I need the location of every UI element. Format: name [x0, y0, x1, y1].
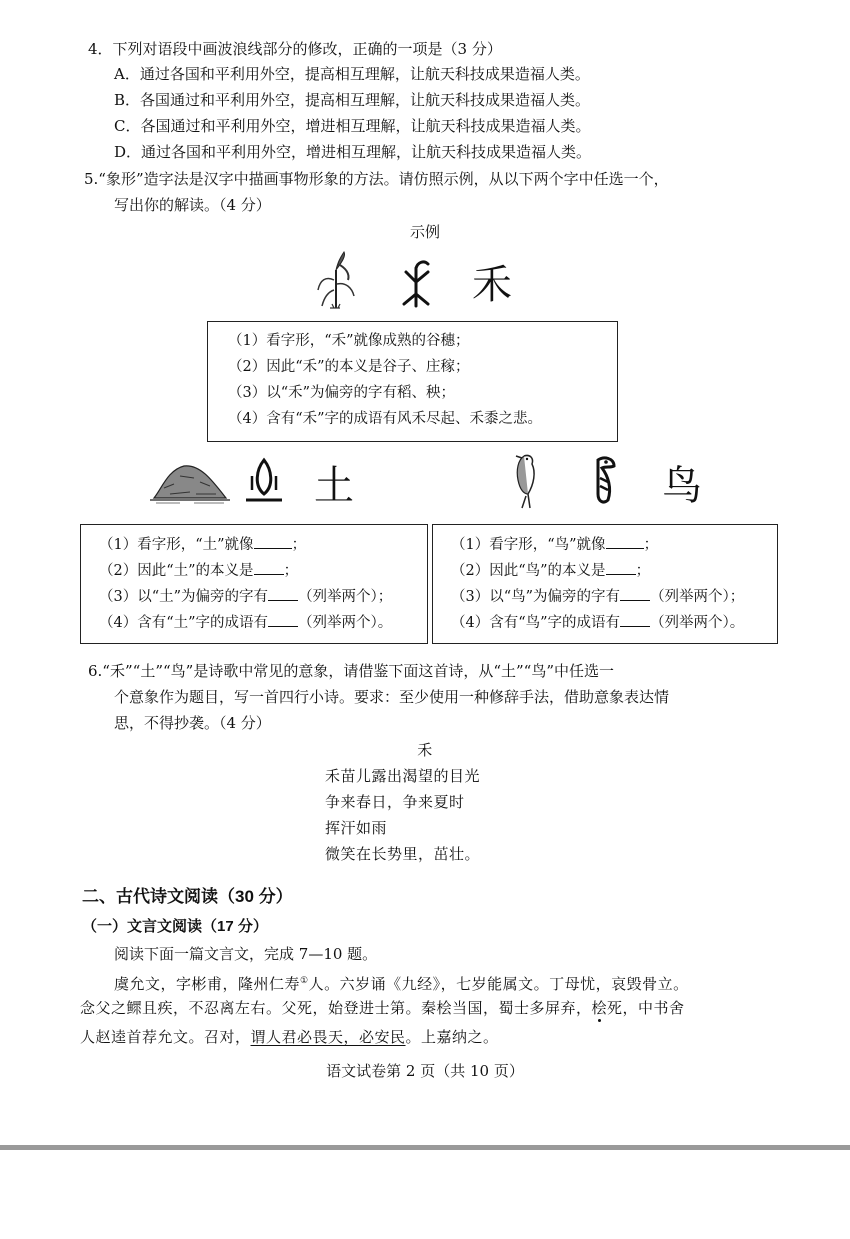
niao-item-3: （3）以“鸟”为偏旁的字有 （列举两个）； — [451, 586, 744, 607]
left-char: 土 — [314, 463, 354, 509]
niao-blank-3[interactable] — [620, 586, 650, 601]
q4-option-b: B．各国通过和平利用外空，提高相互理解，让航天科技成果造福人类。 — [114, 91, 591, 109]
tu-item-1: （1）看字形，“土”就像 ； — [99, 534, 306, 555]
poem-line-4: 微笑在长势里，茁壮。 — [325, 845, 481, 863]
example-char: 禾 — [472, 262, 512, 308]
q4-stem: 4．下列对语段中画波浪线部分的修改，正确的一项是（3 分） — [88, 40, 502, 58]
example-item-2: （2）因此“禾”的本义是谷子、庄稼； — [228, 359, 470, 375]
q5-stem-line1: 5.“象形”造字法是汉字中描画事物形象的方法。请仿照示例，从以下两个字中任选一个， — [84, 170, 669, 188]
niao-blank-2[interactable] — [606, 560, 636, 575]
poem-line-3: 挥汗如雨 — [325, 819, 388, 837]
example-box — [207, 321, 618, 442]
oracle-he-glyph-icon — [398, 258, 438, 308]
rice-plant-drawing-icon — [312, 250, 360, 310]
tu-blank-2[interactable] — [254, 560, 284, 575]
q6-line1: 6.“禾”“土”“鸟”是诗歌中常见的意象，请借鉴下面这首诗，从“土”“鸟”中任选一 — [88, 662, 614, 680]
niao-item-2: （2）因此“鸟”的本义是 ； — [451, 560, 650, 581]
q4-option-c: C．各国通过和平利用外空，增进相互理解，让航天科技成果造福人类。 — [114, 117, 591, 135]
niao-item-4: （4）含有“鸟”字的成语有 （列举两个）。 — [451, 612, 744, 633]
oracle-tu-glyph-icon — [244, 456, 284, 506]
q4-option-d: D．通过各国和平利用外空，增进相互理解，让航天科技成果造福人类。 — [114, 143, 592, 161]
q4-option-a: A．通过各国和平利用外空，提高相互理解，让航天科技成果造福人类。 — [114, 65, 590, 83]
reading-instruction: 阅读下面一篇文言文，完成 7—10 题。 — [114, 945, 378, 963]
footnote-marker: ① — [300, 976, 309, 986]
blank-area — [0, 1150, 850, 1239]
q5-stem-line2: 写出你的解读。（4 分） — [114, 196, 271, 214]
section-2-title: 二、古代诗文阅读（30 分） — [82, 887, 293, 906]
page-footer: 语文试卷第 2 页（共 10 页） — [326, 1062, 524, 1080]
tu-item-3: （3）以“土”为偏旁的字有 （列举两个）； — [99, 586, 392, 607]
example-item-3: （3）以“禾”为偏旁的字有稻、秧； — [228, 385, 456, 401]
passage-line-1: 虞允文，字彬甫，隆州仁寿①人。六岁诵《九经》，七岁能属文。丁母忧，哀毁骨立。 — [114, 975, 689, 993]
tu-item-4: （4）含有“土”字的成语有 （列举两个）。 — [99, 612, 392, 633]
section-2-sub-1: （一）文言文阅读（17 分） — [82, 918, 268, 935]
bird-drawing-icon — [502, 450, 542, 510]
example-item-4: （4）含有“禾”字的成语有风禾尽起、禾黍之悲。 — [228, 411, 543, 427]
niao-blank-1[interactable] — [606, 534, 644, 549]
underlined-sentence: 谓人君必畏天，必安民 — [250, 1028, 406, 1046]
niao-blank-4[interactable] — [620, 612, 650, 627]
poem-line-1: 禾苗儿露出渴望的目光 — [325, 767, 481, 785]
passage-line-3: 人赵逵首荐允文。召对，谓人君必畏天，必安民。上嘉纳之。 — [80, 1028, 499, 1046]
oracle-niao-glyph-icon — [588, 454, 622, 508]
example-item-1: （1）看字形，“禾”就像成熟的谷穗； — [228, 333, 470, 349]
q6-line2: 个意象作为题目，写一首四行小诗。要求：至少使用一种修辞手法，借助意象表达情 — [114, 688, 670, 706]
earth-mound-drawing-icon — [150, 458, 230, 504]
right-char: 鸟 — [662, 463, 702, 509]
tu-blank-4[interactable] — [268, 612, 298, 627]
tu-blank-3[interactable] — [268, 586, 298, 601]
tu-answer-box — [80, 524, 428, 644]
niao-answer-box — [432, 524, 778, 644]
poem-line-2: 争来春日，争来夏时 — [325, 793, 465, 811]
passage-line-2: 念父之鳏且疾，不忍离左右。父死，始登进士第。秦桧当国，蜀士多屏弃，桧死，中书舍 — [80, 999, 685, 1017]
niao-item-1: （1）看字形，“鸟”就像 ； — [451, 534, 658, 555]
tu-item-2: （2）因此“土”的本义是 ； — [99, 560, 298, 581]
tu-blank-1[interactable] — [254, 534, 292, 549]
example-title: 示例 — [409, 223, 440, 241]
poem-title: 禾 — [417, 741, 433, 759]
q6-line3: 思，不得抄袭。（4 分） — [114, 714, 271, 732]
